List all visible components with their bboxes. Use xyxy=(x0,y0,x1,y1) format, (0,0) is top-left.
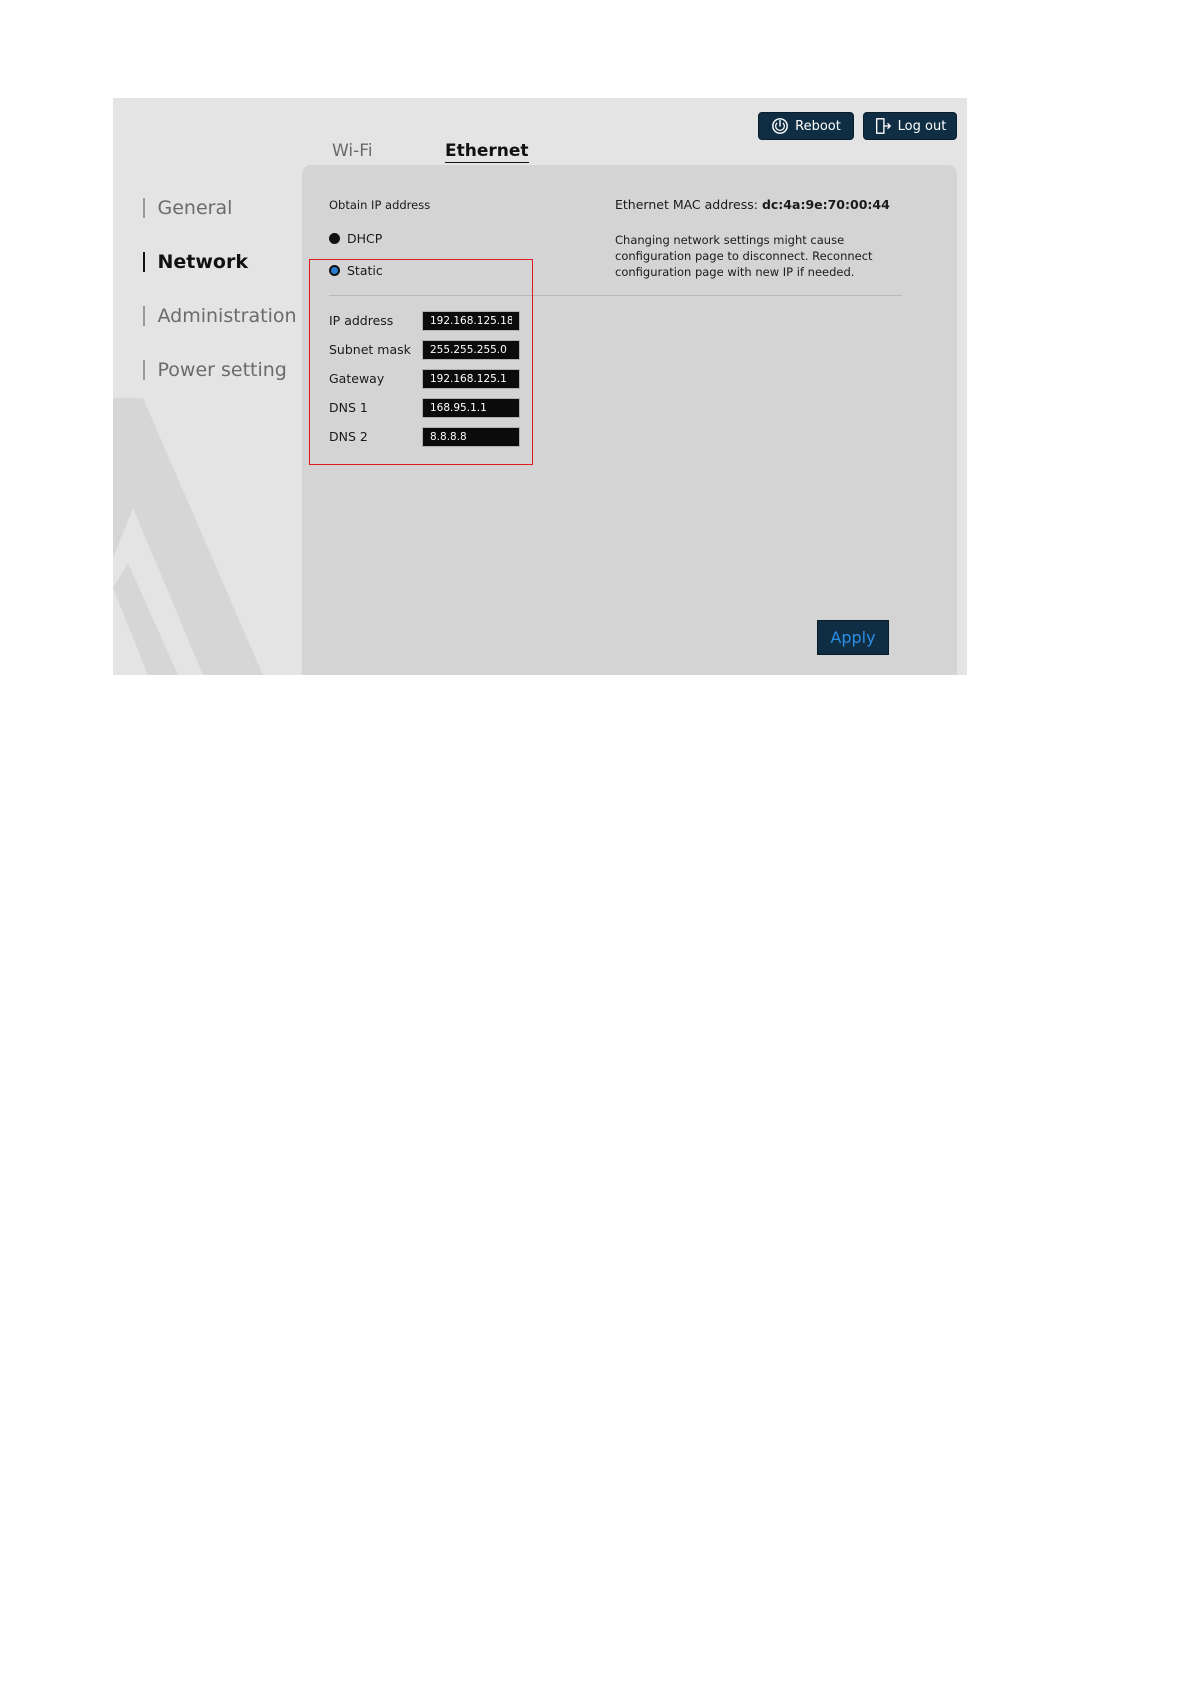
warning-line: Changing network settings might cause xyxy=(615,233,845,247)
subnet-mask-label: Subnet mask xyxy=(329,342,411,357)
ethernet-settings-panel xyxy=(302,165,957,675)
dns1-label: DNS 1 xyxy=(329,400,368,415)
reboot-button[interactable] xyxy=(758,112,854,140)
sidebar-item-administration[interactable] xyxy=(143,304,297,328)
dhcp-label: DHCP xyxy=(347,231,383,246)
obtain-ip-label: Obtain IP address xyxy=(329,198,431,212)
ip-address-input[interactable] xyxy=(422,311,520,331)
sidebar-marker xyxy=(143,198,145,218)
divider xyxy=(329,295,902,296)
background-logo-graphic xyxy=(113,398,303,675)
logout-button[interactable] xyxy=(863,112,957,140)
dns1-input[interactable] xyxy=(422,398,520,418)
sidebar-item-label: Administration xyxy=(157,305,297,327)
sidebar-item-label: Network xyxy=(157,251,248,273)
mac-address-value: dc:4a:9e:70:00:44 xyxy=(761,197,890,212)
logout-icon xyxy=(874,117,892,135)
dns2-label: DNS 2 xyxy=(329,429,368,444)
gateway-label: Gateway xyxy=(329,371,385,386)
dhcp-radio[interactable] xyxy=(329,233,340,244)
dhcp-option[interactable] xyxy=(329,231,382,246)
warning-line: configuration page to disconnect. Reconnect xyxy=(615,249,873,263)
sidebar-marker xyxy=(143,306,145,326)
sidebar-item-label: General xyxy=(157,197,233,219)
subnet-mask-input[interactable] xyxy=(422,340,520,360)
apply-button[interactable]: Apply xyxy=(817,620,889,655)
logout-label: Log out xyxy=(897,118,947,134)
mac-address-label: Ethernet MAC address: xyxy=(615,197,758,212)
tab-ethernet[interactable]: Ethernet xyxy=(445,141,529,161)
sidebar-item-power-setting[interactable] xyxy=(143,358,287,382)
network-warning xyxy=(615,232,873,280)
static-radio[interactable] xyxy=(329,265,340,276)
reboot-label: Reboot xyxy=(795,118,841,134)
sidebar-marker xyxy=(143,252,145,272)
static-label: Static xyxy=(347,263,383,278)
sidebar-item-label: Power setting xyxy=(157,359,287,381)
dns2-input[interactable] xyxy=(422,427,520,447)
power-icon xyxy=(771,117,789,135)
sidebar-item-general[interactable] xyxy=(143,196,232,220)
static-option[interactable] xyxy=(329,263,383,278)
ip-address-label: IP address xyxy=(329,313,394,328)
mac-address-row xyxy=(615,197,890,212)
gateway-input[interactable] xyxy=(422,369,520,389)
sidebar-item-network[interactable] xyxy=(143,250,248,274)
warning-line: configuration page with new IP if needed. xyxy=(615,265,855,279)
sidebar-marker xyxy=(143,360,145,380)
app-window xyxy=(113,98,967,675)
tab-wifi[interactable]: Wi-Fi xyxy=(332,141,373,161)
